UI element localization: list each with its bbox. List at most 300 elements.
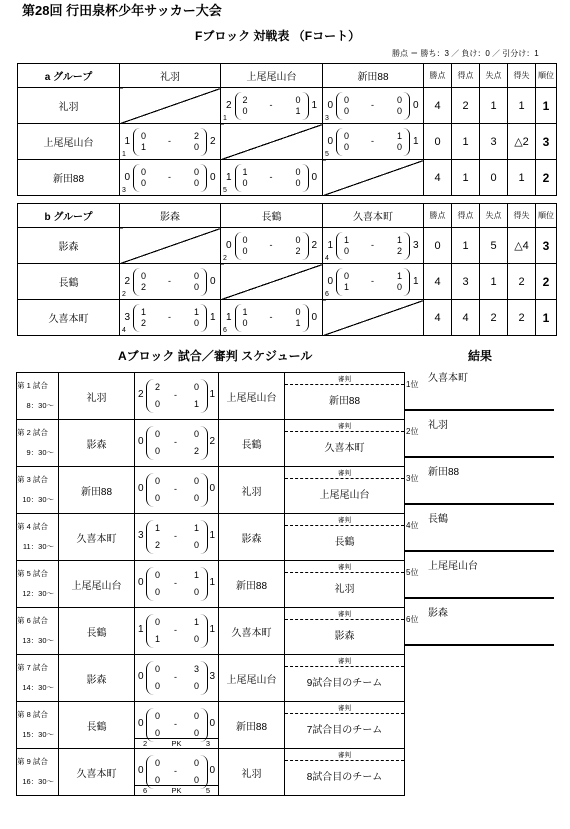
half-score: 0 xyxy=(242,105,248,116)
match-cell xyxy=(221,88,323,124)
home-score: 0 xyxy=(138,436,144,447)
half-scores xyxy=(235,164,309,192)
row-team-name: 久喜本町 xyxy=(18,300,120,336)
referee-team: 長鶴 xyxy=(334,536,355,548)
half-score: 0 xyxy=(155,775,161,785)
result-position: 6位 xyxy=(406,615,419,624)
match-label xyxy=(17,749,59,796)
game-number: 3 xyxy=(325,115,329,122)
match-time: 14：30～ xyxy=(22,683,54,692)
pk-right: 5 xyxy=(205,786,210,795)
self-match-cell xyxy=(120,88,221,124)
referee-cell xyxy=(285,514,405,561)
half-score: 2 xyxy=(141,317,147,328)
half-score: 0 xyxy=(193,681,199,691)
referee-label: 審判 xyxy=(285,609,404,620)
half-score: 1 xyxy=(396,130,402,141)
column-team-header: 影森 xyxy=(120,204,221,228)
standing-value: 3 xyxy=(536,124,557,160)
dash: - xyxy=(174,484,177,494)
pk-left: 2 xyxy=(143,739,148,748)
column-team-header: 上尾尾山台 xyxy=(221,64,323,88)
half-score: 0 xyxy=(155,711,161,721)
half-score: 0 xyxy=(155,758,161,768)
schedule-row xyxy=(17,420,405,467)
pk-label: PK xyxy=(171,739,182,748)
opponent-score: 2 xyxy=(210,136,216,147)
pk-result xyxy=(135,785,218,796)
home-score: 0 xyxy=(138,671,144,682)
half-score: 0 xyxy=(193,728,199,738)
opponent-score: 1 xyxy=(413,136,419,147)
away-score: 2 xyxy=(209,436,215,447)
page-subtitle: Fブロック 対戦表 （Fコート） xyxy=(195,29,361,43)
dash: - xyxy=(174,578,177,588)
standings-header: 失点 xyxy=(480,64,508,88)
match-time: 12：30～ xyxy=(22,589,54,598)
half-score: 2 xyxy=(242,94,248,105)
schedule-row xyxy=(17,655,405,702)
away-score: 0 xyxy=(209,483,215,494)
opponent-score: 3 xyxy=(413,240,419,251)
half-score: 2 xyxy=(193,130,199,141)
standings-header: 順位 xyxy=(536,204,557,228)
half-score: 0 xyxy=(344,270,350,281)
match-cell xyxy=(221,300,323,336)
column-team-header: 礼羽 xyxy=(120,64,221,88)
result-item xyxy=(404,553,554,599)
home-team: 久喜本町 xyxy=(59,749,135,796)
half-score: 0 xyxy=(141,177,147,188)
half-scores xyxy=(133,164,207,192)
match-label xyxy=(17,561,59,608)
column-team-header: 久喜本町 xyxy=(323,204,424,228)
dash: - xyxy=(269,311,273,322)
away-score: 1 xyxy=(209,624,215,635)
schedule-table xyxy=(16,372,405,796)
team-score: 1 xyxy=(327,240,333,251)
standing-value: 3 xyxy=(452,264,480,300)
game-number: 6 xyxy=(223,327,227,334)
half-score: 1 xyxy=(396,234,402,245)
group-row xyxy=(18,228,557,264)
dash: - xyxy=(371,239,374,250)
referee-label: 審判 xyxy=(285,750,404,761)
half-score: 0 xyxy=(155,570,161,580)
half-score: 0 xyxy=(155,476,161,486)
game-number: 4 xyxy=(325,255,329,262)
match-number: 第 5 試合 xyxy=(17,569,48,579)
half-scores xyxy=(146,379,208,413)
half-score: 0 xyxy=(193,711,199,721)
self-match-cell xyxy=(221,124,323,160)
dash: - xyxy=(269,99,273,110)
home-team: 影森 xyxy=(59,420,135,467)
dash: - xyxy=(371,135,374,146)
away-team: 礼羽 xyxy=(219,467,285,514)
half-score: 0 xyxy=(344,105,350,116)
standing-value: 4 xyxy=(424,300,452,336)
standing-value: 1 xyxy=(508,88,536,124)
half-scores xyxy=(146,661,208,695)
match-cell xyxy=(323,264,424,300)
half-scores xyxy=(133,304,207,332)
team-score: 0 xyxy=(327,136,333,147)
half-score: 0 xyxy=(242,234,248,245)
group-row xyxy=(18,88,557,124)
match-score xyxy=(120,128,220,156)
pk-right: 3 xyxy=(205,739,210,748)
standings-header: 失点 xyxy=(480,204,508,228)
half-score: 1 xyxy=(295,105,301,116)
half-score: 0 xyxy=(295,177,301,188)
match-label xyxy=(17,467,59,514)
half-score: 1 xyxy=(155,523,161,533)
standing-value: 4 xyxy=(424,160,452,196)
half-score: 3 xyxy=(193,664,199,674)
result-team: 影森 xyxy=(428,608,448,619)
half-scores xyxy=(146,520,208,554)
standing-value: 1 xyxy=(480,88,508,124)
result-team: 礼羽 xyxy=(428,420,448,431)
group-row xyxy=(18,300,557,336)
half-score: 0 xyxy=(242,317,248,328)
half-scores xyxy=(336,128,410,156)
opponent-score: 0 xyxy=(311,172,318,183)
match-label xyxy=(17,373,59,420)
match-score xyxy=(120,164,220,192)
result-team: 久喜本町 xyxy=(428,373,468,384)
home-score: 1 xyxy=(138,624,144,635)
group-name: a グループ xyxy=(18,64,120,88)
half-score: 1 xyxy=(141,306,147,317)
match-label xyxy=(17,608,59,655)
home-score: 0 xyxy=(138,718,144,729)
half-score: 2 xyxy=(295,245,301,256)
game-number: 4 xyxy=(122,327,126,334)
result-position: 3位 xyxy=(406,474,419,483)
match-time: 10：30～ xyxy=(22,495,54,504)
row-team-name: 上尾尾山台 xyxy=(18,124,120,160)
group-row xyxy=(18,124,557,160)
pk-left: 6 xyxy=(143,786,148,795)
half-score: 1 xyxy=(396,270,402,281)
standing-value: 1 xyxy=(508,160,536,196)
team-score: 0 xyxy=(327,276,333,287)
dash: - xyxy=(174,437,177,447)
half-score: 0 xyxy=(295,94,301,105)
half-score: 1 xyxy=(295,317,301,328)
self-match-cell xyxy=(323,160,424,196)
standing-value: 2 xyxy=(536,160,557,196)
team-score: 0 xyxy=(327,100,333,111)
match-time: 9：30～ xyxy=(26,448,54,457)
match-time: 13：30～ xyxy=(22,636,54,645)
game-number: 6 xyxy=(325,291,329,298)
referee-label: 審判 xyxy=(285,703,404,714)
game-number: 2 xyxy=(223,255,227,262)
home-team: 長鶴 xyxy=(59,702,135,749)
referee-cell xyxy=(285,608,405,655)
home-team: 久喜本町 xyxy=(59,514,135,561)
opponent-score: 1 xyxy=(210,312,216,323)
result-position: 4位 xyxy=(406,521,419,530)
half-score: 0 xyxy=(193,281,199,292)
referee-label: 審判 xyxy=(285,656,404,667)
standing-value: △4 xyxy=(508,228,536,264)
match-score xyxy=(323,92,423,120)
half-score: 0 xyxy=(396,141,402,152)
dash: - xyxy=(174,625,177,635)
half-score: 0 xyxy=(344,130,350,141)
dash: - xyxy=(174,531,177,541)
schedule-title: Aブロック 試合／審判 スケジュール xyxy=(118,349,313,363)
half-score: 0 xyxy=(193,758,199,768)
game-number: 5 xyxy=(223,187,227,194)
half-scores xyxy=(336,232,410,260)
half-scores xyxy=(235,232,309,260)
half-score: 1 xyxy=(193,399,199,409)
half-score: 0 xyxy=(141,130,147,141)
half-score: 0 xyxy=(155,587,161,597)
half-score: 0 xyxy=(193,141,199,152)
self-match-cell xyxy=(323,300,424,336)
result-item xyxy=(404,506,554,552)
pk-result xyxy=(135,738,218,749)
half-score: 0 xyxy=(344,245,350,256)
schedule-row xyxy=(17,702,405,749)
half-score: 1 xyxy=(344,234,350,245)
half-scores xyxy=(133,268,207,296)
self-match-cell xyxy=(120,228,221,264)
half-score: 2 xyxy=(193,446,199,456)
home-team: 影森 xyxy=(59,655,135,702)
game-number: 3 xyxy=(122,187,126,194)
referee-cell xyxy=(285,373,405,420)
schedule-row xyxy=(17,608,405,655)
self-match-cell xyxy=(221,264,323,300)
match-score xyxy=(135,608,219,655)
standing-value: 5 xyxy=(480,228,508,264)
match-score xyxy=(135,561,219,608)
standing-value: 1 xyxy=(452,228,480,264)
half-score: 0 xyxy=(155,429,161,439)
standings-header: 勝点 xyxy=(424,204,452,228)
match-number: 第 4 試合 xyxy=(17,522,48,532)
half-scores xyxy=(146,473,208,507)
dash: - xyxy=(269,239,273,250)
away-team: 久喜本町 xyxy=(219,608,285,655)
dash: - xyxy=(168,275,171,286)
standing-value: 2 xyxy=(480,300,508,336)
half-score: 0 xyxy=(193,317,199,328)
away-team: 上尾尾山台 xyxy=(219,373,285,420)
referee-team: 新田88 xyxy=(328,395,361,407)
standings-header: 得点 xyxy=(452,204,480,228)
home-team: 長鶴 xyxy=(59,608,135,655)
half-scores xyxy=(235,304,309,332)
team-score: 2 xyxy=(225,100,232,111)
match-score xyxy=(135,514,219,561)
points-rule: 勝点 ＝ 勝ち：3 ／ 負け：0 ／ 引分け：1 xyxy=(392,49,539,58)
half-score: 0 xyxy=(193,476,199,486)
match-score xyxy=(135,373,219,420)
standing-value: 2 xyxy=(536,264,557,300)
half-score: 1 xyxy=(193,570,199,580)
home-score: 0 xyxy=(138,765,144,776)
standings-header: 得失 xyxy=(508,204,536,228)
standing-value: 1 xyxy=(536,88,557,124)
dash: - xyxy=(371,99,374,110)
opponent-score: 1 xyxy=(413,276,419,287)
half-scores xyxy=(336,92,410,120)
match-score xyxy=(221,304,322,332)
half-score: 0 xyxy=(295,166,301,177)
opponent-score: 0 xyxy=(210,172,216,183)
half-score: 0 xyxy=(141,166,147,177)
home-score: 3 xyxy=(138,530,144,541)
match-number: 第 6 試合 xyxy=(17,616,48,626)
referee-label: 審判 xyxy=(285,562,404,573)
page-title: 第28回 行田泉杯少年サッカー大会 xyxy=(22,3,222,18)
home-team: 上尾尾山台 xyxy=(59,561,135,608)
half-score: 0 xyxy=(141,270,147,281)
standing-value: 1 xyxy=(536,300,557,336)
standing-value: 1 xyxy=(452,160,480,196)
group-name: b グループ xyxy=(18,204,120,228)
standings-header: 得失 xyxy=(508,64,536,88)
half-score: 0 xyxy=(193,166,199,177)
half-score: 2 xyxy=(396,245,402,256)
referee-team: 影森 xyxy=(334,630,355,642)
half-score: 0 xyxy=(193,540,199,550)
result-item xyxy=(404,412,554,458)
match-label xyxy=(17,514,59,561)
referee-cell xyxy=(285,749,405,796)
half-score: 0 xyxy=(155,617,161,627)
half-scores xyxy=(146,755,208,789)
result-position: 5位 xyxy=(406,568,419,577)
match-cell xyxy=(120,124,221,160)
half-score: 0 xyxy=(396,281,402,292)
match-cell xyxy=(120,160,221,196)
result-item xyxy=(404,459,554,505)
dash: - xyxy=(269,171,273,182)
half-score: 1 xyxy=(344,281,350,292)
match-cell xyxy=(323,88,424,124)
referee-label: 審判 xyxy=(285,515,404,526)
standing-value: 1 xyxy=(480,264,508,300)
result-team: 新田88 xyxy=(428,467,460,478)
match-cell xyxy=(221,160,323,196)
match-label xyxy=(17,420,59,467)
referee-team: 礼羽 xyxy=(334,583,355,595)
standing-value: 2 xyxy=(508,264,536,300)
team-score: 1 xyxy=(225,312,232,323)
half-score: 0 xyxy=(295,306,301,317)
schedule-row xyxy=(17,749,405,796)
row-team-name: 影森 xyxy=(18,228,120,264)
match-score xyxy=(323,232,423,260)
column-team-header: 新田88 xyxy=(323,64,424,88)
half-scores xyxy=(146,614,208,648)
half-score: 0 xyxy=(193,382,199,392)
match-cell xyxy=(120,264,221,300)
group-row xyxy=(18,264,557,300)
results-title: 結果 xyxy=(468,349,493,363)
half-scores xyxy=(336,268,410,296)
half-score: 0 xyxy=(295,234,301,245)
half-score: 1 xyxy=(141,141,147,152)
match-cell xyxy=(221,228,323,264)
half-score: 1 xyxy=(193,523,199,533)
away-score: 3 xyxy=(209,671,215,682)
home-score: 0 xyxy=(138,577,144,588)
group-b-table xyxy=(17,203,557,336)
home-team: 礼羽 xyxy=(59,373,135,420)
match-number: 第 1 試合 xyxy=(17,381,48,391)
dash: - xyxy=(168,135,171,146)
team-score: 3 xyxy=(124,312,130,323)
half-score: 0 xyxy=(155,664,161,674)
result-team: 長鶴 xyxy=(428,514,448,525)
away-score: 1 xyxy=(209,530,215,541)
game-number: 1 xyxy=(122,151,126,158)
dash: - xyxy=(174,719,177,729)
away-score: 1 xyxy=(209,389,215,400)
half-score: 0 xyxy=(242,177,248,188)
referee-label: 審判 xyxy=(285,421,404,432)
game-number: 5 xyxy=(325,151,329,158)
standing-value: 0 xyxy=(424,228,452,264)
standing-value: 0 xyxy=(424,124,452,160)
referee-cell xyxy=(285,702,405,749)
match-label xyxy=(17,655,59,702)
away-team: 新田88 xyxy=(219,561,285,608)
dash: - xyxy=(168,171,171,182)
match-score xyxy=(135,655,219,702)
standing-value: 2 xyxy=(452,88,480,124)
team-score: 0 xyxy=(225,240,232,251)
dash: - xyxy=(371,275,374,286)
half-score: 1 xyxy=(155,634,161,644)
team-score: 0 xyxy=(124,172,130,183)
standing-value: 2 xyxy=(508,300,536,336)
result-item xyxy=(404,365,554,411)
referee-team: 久喜本町 xyxy=(324,442,365,454)
half-score: 2 xyxy=(155,540,161,550)
standing-value: 0 xyxy=(480,160,508,196)
match-number: 第 3 試合 xyxy=(17,475,48,485)
away-score: 0 xyxy=(209,765,215,776)
match-label xyxy=(17,702,59,749)
match-score xyxy=(221,232,322,260)
away-team: 影森 xyxy=(219,514,285,561)
standing-value: △2 xyxy=(508,124,536,160)
half-scores xyxy=(146,708,208,742)
away-score: 0 xyxy=(209,718,215,729)
referee-label: 審判 xyxy=(285,468,404,479)
standing-value: 1 xyxy=(452,124,480,160)
referee-label: 審判 xyxy=(285,374,404,385)
half-score: 0 xyxy=(396,94,402,105)
standings-header: 順位 xyxy=(536,64,557,88)
away-team: 新田88 xyxy=(219,702,285,749)
standing-value: 4 xyxy=(424,264,452,300)
match-cell xyxy=(323,228,424,264)
schedule-row xyxy=(17,561,405,608)
result-item xyxy=(404,600,554,646)
